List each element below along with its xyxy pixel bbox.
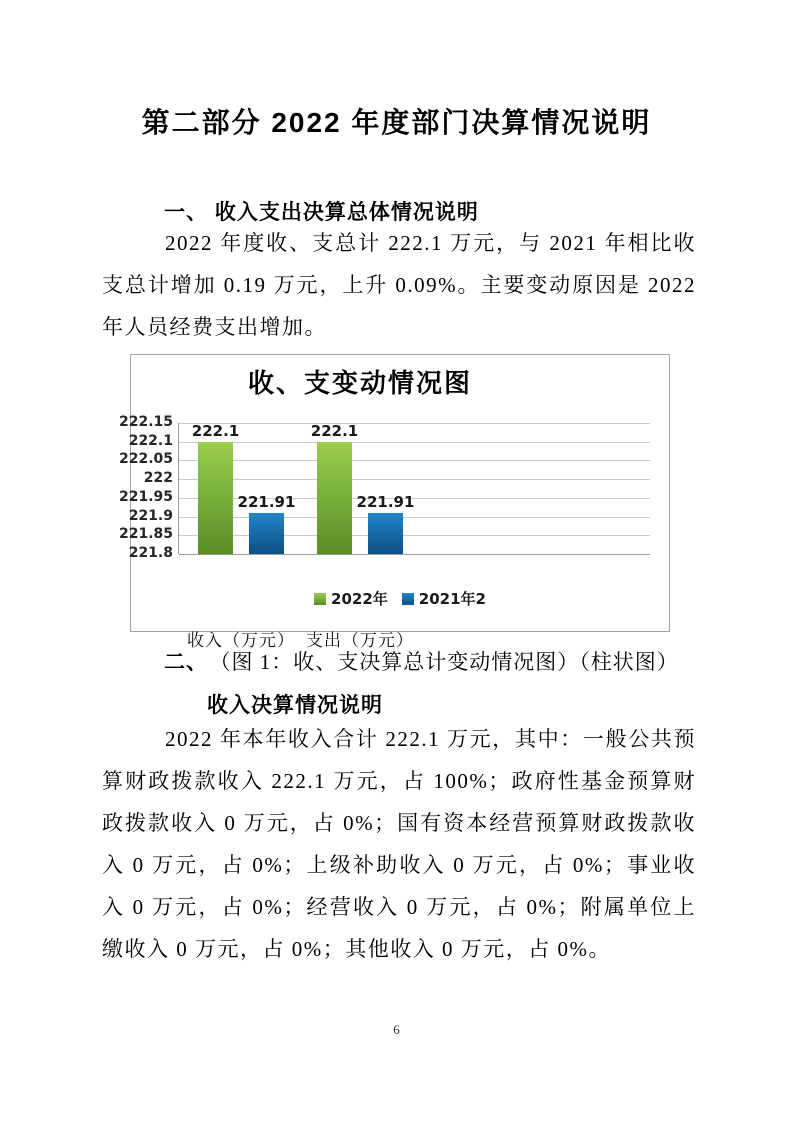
bar-value-label: 222.1 xyxy=(191,421,240,440)
section1-heading: 一、 收入支出决算总体情况说明 xyxy=(164,201,479,224)
legend-swatch-green xyxy=(314,593,326,605)
bar-value-label: 222.1 xyxy=(310,421,359,440)
bar-chart xyxy=(118,354,670,650)
legend-label: 2021年2 xyxy=(418,590,486,608)
bar xyxy=(198,442,233,554)
x-axis-category-label: 支出（万元） xyxy=(306,631,414,650)
gridline xyxy=(179,554,650,555)
page-number: 6 xyxy=(393,1022,400,1037)
legend-label: 2022年 xyxy=(331,590,388,608)
figure-caption-line xyxy=(164,646,679,676)
section1-paragraph: 2022 年度收、支总计 222.1 万元，与 2021 年相比收支总计增加 0.19 万元，上升 0.09%。主要变动原因是 2022 年人员经费支出增加。 xyxy=(102,231,696,339)
gridline xyxy=(179,460,650,461)
legend-item xyxy=(314,588,388,609)
y-axis-tick-label: 221.8 xyxy=(128,545,173,561)
figure-caption: （图 1：收、支决算总计变动情况图）（柱状图） xyxy=(220,650,679,674)
legend-swatch-blue xyxy=(402,593,414,605)
bar xyxy=(368,513,403,554)
bar xyxy=(317,442,352,554)
chart-legend xyxy=(131,588,669,609)
y-axis-tick-label: 222.1 xyxy=(128,432,173,449)
gridline xyxy=(179,442,650,443)
chart-y-axis-labels xyxy=(118,414,173,561)
y-axis-tick-label: 221.95 xyxy=(118,488,173,505)
y-axis-tick-label: 221.85 xyxy=(118,526,173,543)
document-title: 第二部分 2022 年度部门决算情况说明 xyxy=(141,107,652,138)
section2-paragraph: 2022 年本年收入合计 222.1 万元，其中：一般公共预算财政拨款收入 222.1 万元，占 100%；政府性基金预算财政拨款收入 0 万元，占 0%；国有资本经营预算财政拨款收入 0 万元，占 0%；上级补助收入 0 万元，占 0%；事业收入 0 万元，占 0%；经营收入 0 万元，占 0%；附属单位上缴收入 0 万元，占 0%；其他收入 0 万元，占 0%。 xyxy=(102,727,696,961)
chart-title: 收、支变动情况图 xyxy=(247,368,472,398)
y-axis-tick-label: 222 xyxy=(143,470,173,487)
section2-number: 二、 xyxy=(164,651,208,674)
y-axis-tick-label: 222.05 xyxy=(118,451,173,468)
y-axis-tick-label: 222.15 xyxy=(118,414,173,430)
legend-item xyxy=(402,588,486,609)
bar-value-label: 221.91 xyxy=(237,492,296,511)
bar xyxy=(249,513,284,554)
gridline xyxy=(179,479,650,480)
section2-heading: 收入决算情况说明 xyxy=(207,694,383,717)
x-axis-category-label: 收入（万元） xyxy=(187,631,295,650)
y-axis-tick-label: 221.9 xyxy=(128,507,173,524)
bar-value-label: 221.91 xyxy=(356,492,415,511)
